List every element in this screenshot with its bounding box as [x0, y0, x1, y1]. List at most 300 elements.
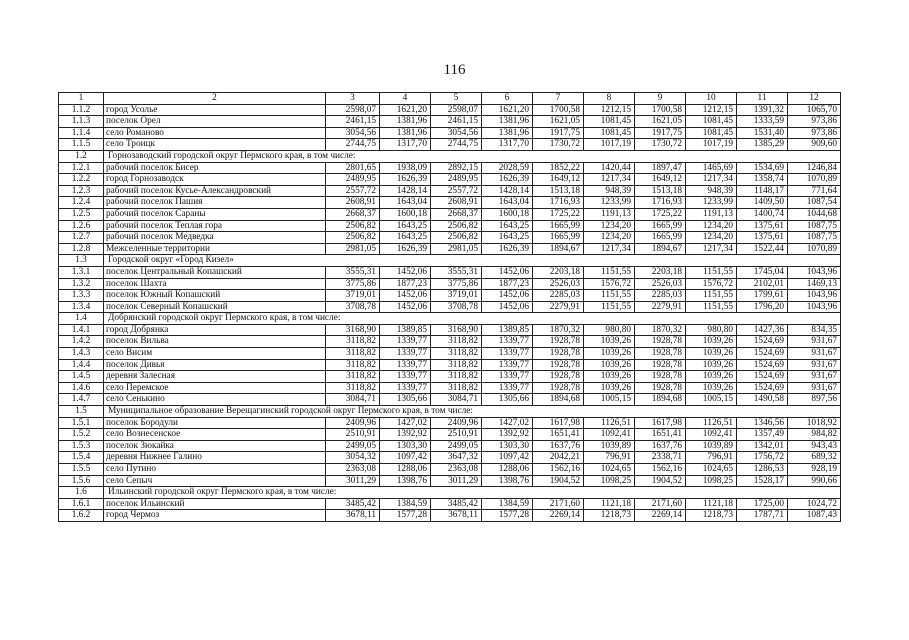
tariff-value: 1716,93: [533, 197, 584, 209]
tariff-value: 2279,91: [635, 301, 686, 313]
settlement-name: село Висим: [104, 348, 326, 360]
row-number: 1.2.1: [59, 162, 104, 174]
tariff-value: 1637,76: [635, 440, 686, 452]
row-number: 1.2.4: [59, 197, 104, 209]
tariff-value: 1039,26: [686, 336, 737, 348]
tariff-value: 2489,95: [431, 174, 482, 186]
tariff-value: 1469,13: [788, 278, 841, 290]
row-number: 1.2.6: [59, 220, 104, 232]
column-header: 8: [584, 93, 635, 105]
tariff-value: 2461,15: [326, 116, 380, 128]
section-title: Городской округ «Город Кизел»: [104, 255, 841, 267]
tariff-value: 3084,71: [431, 394, 482, 406]
tariff-value: 1339,77: [380, 371, 431, 383]
tariff-value: 2285,03: [533, 290, 584, 302]
section-number: 1.5: [59, 406, 104, 418]
table-row: [59, 394, 841, 406]
row-number: 1.2.5: [59, 208, 104, 220]
tariff-value: 2499,05: [326, 440, 380, 452]
tariff-value: 931,67: [788, 336, 841, 348]
tariff-value: 1081,45: [584, 116, 635, 128]
settlement-name: Межселенные территории: [104, 243, 326, 255]
tariff-value: 1151,55: [686, 266, 737, 278]
table-row: [59, 266, 841, 278]
settlement-name: рабочий поселок Сараны: [104, 208, 326, 220]
tariff-value: 1039,89: [686, 440, 737, 452]
tariff-value: 1043,96: [788, 266, 841, 278]
tariff-value: 2203,18: [533, 266, 584, 278]
row-number: 1.4.3: [59, 348, 104, 360]
settlement-name: село Сепыч: [104, 475, 326, 487]
tariff-value: 948,39: [584, 185, 635, 197]
tariff-value: 1389,85: [482, 324, 533, 336]
tariff-value: 1191,13: [584, 208, 635, 220]
tariff-value: 1305,66: [380, 394, 431, 406]
tariff-value: 1796,20: [737, 301, 788, 313]
tariff-value: 973,86: [788, 116, 841, 128]
tariff-value: 1725,22: [533, 208, 584, 220]
tariff-value: 1039,26: [584, 371, 635, 383]
tariff-value: 2269,14: [533, 510, 584, 522]
tariff-value: 1233,99: [584, 197, 635, 209]
settlement-name: рабочий поселок Медведка: [104, 232, 326, 244]
tariff-value: 1391,32: [737, 104, 788, 116]
tariff-value: 2981,05: [431, 243, 482, 255]
table-row: [59, 243, 841, 255]
tariff-value: 1700,58: [635, 104, 686, 116]
section-title: Добрянский городской округ Пермского края, в том числе:: [104, 313, 841, 325]
tariff-value: 3708,78: [326, 301, 380, 313]
tariff-value: 3054,56: [431, 127, 482, 139]
tariff-value: 1385,29: [737, 139, 788, 151]
tariff-value: 2042,21: [533, 452, 584, 464]
tariff-value: 1234,20: [584, 232, 635, 244]
tariff-value: 1081,45: [686, 116, 737, 128]
tariff-value: 1716,93: [635, 197, 686, 209]
tariff-value: 1452,06: [482, 266, 533, 278]
table-row: [59, 290, 841, 302]
tariff-value: 1665,99: [635, 232, 686, 244]
tariff-value: 2279,91: [533, 301, 584, 313]
table-row: [59, 116, 841, 128]
tariff-value: 1531,40: [737, 127, 788, 139]
section-title: Муниципальное образование Верещагинский городской округ Пермского края, в том числе:: [104, 406, 841, 418]
table-row: [59, 371, 841, 383]
tariff-value: 1357,49: [737, 429, 788, 441]
tariff-value: 1384,59: [482, 498, 533, 510]
tariff-value: 2461,15: [431, 116, 482, 128]
tariff-value: 1524,69: [737, 348, 788, 360]
tariff-value: 2489,95: [326, 174, 380, 186]
tariff-value: 1039,26: [584, 336, 635, 348]
tariff-value: 1024,72: [788, 498, 841, 510]
section-row: [59, 313, 841, 325]
tariff-value: 1043,96: [788, 290, 841, 302]
tariff-value: 2668,37: [326, 208, 380, 220]
section-title: Горнозаводский городской округ Пермского края, в том числе:: [104, 150, 841, 162]
settlement-name: поселок Бородули: [104, 417, 326, 429]
tariff-value: 1409,50: [737, 197, 788, 209]
tariff-value: 1375,61: [737, 220, 788, 232]
settlement-name: поселок Шахта: [104, 278, 326, 290]
section-number: 1.6: [59, 487, 104, 499]
tariff-value: 1234,20: [686, 220, 737, 232]
tariff-value: 2981,05: [326, 243, 380, 255]
tariff-value: 1024,65: [584, 464, 635, 476]
tariff-value: 948,39: [686, 185, 737, 197]
tariff-value: 3118,82: [431, 359, 482, 371]
tariff-value: 1098,25: [686, 475, 737, 487]
tariff-value: 1452,06: [482, 290, 533, 302]
tariff-value: 1234,20: [584, 220, 635, 232]
row-number: 1.3.3: [59, 290, 104, 302]
row-number: 1.6.1: [59, 498, 104, 510]
tariff-value: 1191,13: [686, 208, 737, 220]
settlement-name: город Добрянка: [104, 324, 326, 336]
settlement-name: поселок Зюкайка: [104, 440, 326, 452]
tariff-value: 1384,59: [380, 498, 431, 510]
section-number: 1.4: [59, 313, 104, 325]
table-row: [59, 301, 841, 313]
settlement-name: рабочий поселок Бисер: [104, 162, 326, 174]
settlement-name: село Романово: [104, 127, 326, 139]
tariff-value: 3168,90: [431, 324, 482, 336]
column-header: 4: [380, 93, 431, 105]
tariff-value: 1217,34: [686, 174, 737, 186]
settlement-name: деревня Залесная: [104, 371, 326, 383]
tariff-value: 1017,19: [584, 139, 635, 151]
tariff-value: 1452,06: [482, 301, 533, 313]
tariff-value: 3555,31: [326, 266, 380, 278]
row-number: 1.6.2: [59, 510, 104, 522]
tariff-value: 2269,14: [635, 510, 686, 522]
tariff-value: 3011,29: [431, 475, 482, 487]
tariff-value: 1524,69: [737, 371, 788, 383]
tariff-value: 1039,26: [584, 359, 635, 371]
section-number: 1.3: [59, 255, 104, 267]
tariff-value: 1097,42: [380, 452, 431, 464]
table-row: [59, 324, 841, 336]
tariff-value: 1092,41: [686, 429, 737, 441]
tariff-value: 2499,05: [431, 440, 482, 452]
tariff-value: 1522,44: [737, 243, 788, 255]
tariff-value: 3678,11: [326, 510, 380, 522]
tariff-value: 1039,26: [686, 359, 737, 371]
row-number: 1.1.2: [59, 104, 104, 116]
tariff-value: 1081,45: [584, 127, 635, 139]
table-header-row: [59, 93, 841, 105]
table-row: [59, 429, 841, 441]
tariff-value: 1392,92: [380, 429, 431, 441]
settlement-name: поселок Ильинский: [104, 498, 326, 510]
row-number: 1.2.2: [59, 174, 104, 186]
tariff-value: 2598,07: [326, 104, 380, 116]
tariff-value: 1305,66: [482, 394, 533, 406]
table-row: [59, 139, 841, 151]
settlement-name: рабочий поселок Теплая гора: [104, 220, 326, 232]
settlement-name: село Сенькино: [104, 394, 326, 406]
tariff-value: 1212,15: [686, 104, 737, 116]
settlement-name: поселок Центральный Копашский: [104, 266, 326, 278]
tariff-value: 1246,84: [788, 162, 841, 174]
section-title: Ильинский городской округ Пермского края, в том числе:: [104, 487, 841, 499]
tariff-value: 1643,04: [482, 197, 533, 209]
tariff-value: 1024,65: [686, 464, 737, 476]
tariff-value: 3054,32: [326, 452, 380, 464]
tariff-value: 1092,41: [584, 429, 635, 441]
settlement-name: село Перемское: [104, 382, 326, 394]
table-row: [59, 162, 841, 174]
tariff-value: 931,67: [788, 348, 841, 360]
tariff-value: 1126,51: [584, 417, 635, 429]
tariff-value: 3118,82: [431, 348, 482, 360]
tariff-value: 909,60: [788, 139, 841, 151]
tariff-value: 1151,55: [584, 301, 635, 313]
column-header: 7: [533, 93, 584, 105]
tariff-value: 1039,26: [686, 382, 737, 394]
tariff-value: 1870,32: [533, 324, 584, 336]
tariff-value: 1928,78: [533, 348, 584, 360]
settlement-name: село Троицк: [104, 139, 326, 151]
tariff-value: 1665,99: [533, 232, 584, 244]
table-row: [59, 440, 841, 452]
table-row: [59, 278, 841, 290]
tariff-value: 1513,18: [635, 185, 686, 197]
row-number: 1.2.7: [59, 232, 104, 244]
tariff-value: 943,43: [788, 440, 841, 452]
settlement-name: село Вознесенское: [104, 429, 326, 441]
tariff-value: 1600,18: [482, 208, 533, 220]
tariff-value: 1381,96: [482, 127, 533, 139]
tariff-value: 1852,22: [533, 162, 584, 174]
table-row: [59, 174, 841, 186]
tariff-value: 1651,41: [635, 429, 686, 441]
tariff-value: 1218,73: [584, 510, 635, 522]
tariff-value: 2506,82: [326, 232, 380, 244]
tariff-value: 1065,70: [788, 104, 841, 116]
column-header: 10: [686, 93, 737, 105]
tariff-value: 1894,68: [533, 394, 584, 406]
row-number: 1.3.2: [59, 278, 104, 290]
tariff-value: 3118,82: [431, 382, 482, 394]
section-row: [59, 487, 841, 499]
table-row: [59, 348, 841, 360]
tariff-value: 1427,02: [380, 417, 431, 429]
tariff-value: 1039,26: [584, 382, 635, 394]
table-row: [59, 452, 841, 464]
tariff-value: 2506,82: [431, 232, 482, 244]
tariff-value: 980,80: [584, 324, 635, 336]
table-row: [59, 104, 841, 116]
tariff-value: 2506,82: [326, 220, 380, 232]
tariff-value: 1528,17: [737, 475, 788, 487]
row-number: 1.5.2: [59, 429, 104, 441]
tariff-value: 1043,96: [788, 301, 841, 313]
tariff-value: 3678,11: [431, 510, 482, 522]
tariff-value: 1700,58: [533, 104, 584, 116]
tariff-value: 1649,12: [533, 174, 584, 186]
tariff-value: 897,56: [788, 394, 841, 406]
tariff-value: 1904,52: [635, 475, 686, 487]
tariff-value: 689,32: [788, 452, 841, 464]
tariff-value: 1428,14: [380, 185, 431, 197]
tariff-value: 1643,25: [380, 232, 431, 244]
tariff-value: 1577,28: [482, 510, 533, 522]
tariff-value: 1787,71: [737, 510, 788, 522]
settlement-name: город Чермоз: [104, 510, 326, 522]
tariff-value: 928,19: [788, 464, 841, 476]
table-body: [59, 93, 841, 522]
tariff-value: 1725,22: [635, 208, 686, 220]
tariff-value: 1381,96: [482, 116, 533, 128]
tariff-value: 1420,44: [584, 162, 635, 174]
tariff-value: 1339,77: [380, 382, 431, 394]
tariff-value: 1562,16: [635, 464, 686, 476]
tariff-value: 1212,15: [584, 104, 635, 116]
tariff-value: 1621,05: [533, 116, 584, 128]
tariff-value: 980,80: [686, 324, 737, 336]
tariff-value: 931,67: [788, 382, 841, 394]
tariff-value: 1217,34: [584, 243, 635, 255]
section-row: [59, 255, 841, 267]
tariff-value: 2409,96: [326, 417, 380, 429]
settlement-name: город Горнозаводск: [104, 174, 326, 186]
tariff-value: 1218,73: [686, 510, 737, 522]
tariff-value: 1427,02: [482, 417, 533, 429]
table-row: [59, 417, 841, 429]
tariff-value: 2744,75: [431, 139, 482, 151]
tariff-value: 2608,91: [431, 197, 482, 209]
settlement-name: село Путино: [104, 464, 326, 476]
row-number: 1.2.3: [59, 185, 104, 197]
tariff-value: 1621,20: [380, 104, 431, 116]
tariff-value: 3168,90: [326, 324, 380, 336]
tariff-value: 1452,06: [380, 266, 431, 278]
row-number: 1.5.4: [59, 452, 104, 464]
row-number: 1.4.2: [59, 336, 104, 348]
tariff-value: 3647,32: [431, 452, 482, 464]
table-row: [59, 208, 841, 220]
tariff-value: 1665,99: [635, 220, 686, 232]
tariff-value: 1465,69: [686, 162, 737, 174]
table-row: [59, 382, 841, 394]
tariff-value: 1151,55: [584, 266, 635, 278]
tariff-value: 1121,18: [686, 498, 737, 510]
settlement-name: поселок Орел: [104, 116, 326, 128]
tariff-value: 2028,59: [482, 162, 533, 174]
tariff-value: 1286,53: [737, 464, 788, 476]
tariff-value: 2526,03: [533, 278, 584, 290]
tariff-value: 1928,78: [533, 382, 584, 394]
tariff-value: 3485,42: [326, 498, 380, 510]
column-header: 6: [482, 93, 533, 105]
tariff-value: 2608,91: [326, 197, 380, 209]
tariff-value: 3011,29: [326, 475, 380, 487]
table-row: [59, 464, 841, 476]
table-row: [59, 232, 841, 244]
row-number: 1.4.5: [59, 371, 104, 383]
row-number: 1.1.3: [59, 116, 104, 128]
tariff-value: 1577,28: [380, 510, 431, 522]
tariff-value: 1928,78: [635, 359, 686, 371]
tariff-value: 3118,82: [326, 336, 380, 348]
column-header: 2: [104, 93, 326, 105]
row-number: 1.5.6: [59, 475, 104, 487]
tariff-value: 1044,68: [788, 208, 841, 220]
row-number: 1.2.8: [59, 243, 104, 255]
tariff-value: 1339,77: [380, 348, 431, 360]
tariff-value: 2506,82: [431, 220, 482, 232]
column-header: 1: [59, 93, 104, 105]
tariff-value: 1534,69: [737, 162, 788, 174]
tariff-value: 1576,72: [686, 278, 737, 290]
tariff-value: 2744,75: [326, 139, 380, 151]
tariff-value: 2171,60: [635, 498, 686, 510]
section-number: 1.2: [59, 150, 104, 162]
tariff-value: 1756,72: [737, 452, 788, 464]
tariff-value: 1389,85: [380, 324, 431, 336]
row-number: 1.4.1: [59, 324, 104, 336]
tariff-value: 1303,30: [482, 440, 533, 452]
tariff-value: 1651,41: [533, 429, 584, 441]
row-number: 1.3.1: [59, 266, 104, 278]
tariff-value: 2363,08: [431, 464, 482, 476]
tariff-value: 2892,15: [431, 162, 482, 174]
tariff-value: 1151,55: [686, 301, 737, 313]
tariff-value: 3719,01: [326, 290, 380, 302]
tariff-value: 2171,60: [533, 498, 584, 510]
tariff-value: 1339,77: [380, 359, 431, 371]
tariff-value: 1070,89: [788, 243, 841, 255]
tariff-value: 1427,36: [737, 324, 788, 336]
tariff-value: 1039,89: [584, 440, 635, 452]
tariff-value: 1148,17: [737, 185, 788, 197]
tariff-value: 1339,77: [482, 348, 533, 360]
tariff-value: 1643,25: [482, 232, 533, 244]
tariff-value: 1928,78: [635, 371, 686, 383]
tariff-value: 1039,26: [686, 371, 737, 383]
tariff-value: 3118,82: [326, 382, 380, 394]
tariff-value: 1637,76: [533, 440, 584, 452]
tariff-value: 1621,20: [482, 104, 533, 116]
settlement-name: деревня Нижнее Галино: [104, 452, 326, 464]
table-row: [59, 336, 841, 348]
settlement-name: поселок Южный Копашский: [104, 290, 326, 302]
tariff-value: 1381,96: [380, 116, 431, 128]
tariff-value: 1087,54: [788, 197, 841, 209]
settlement-name: поселок Северный Копашский: [104, 301, 326, 313]
tariff-value: 2203,18: [635, 266, 686, 278]
table-row: [59, 220, 841, 232]
tariff-table: [58, 92, 841, 522]
tariff-value: 1917,75: [635, 127, 686, 139]
tariff-value: 1877,23: [380, 278, 431, 290]
row-number: 1.1.5: [59, 139, 104, 151]
tariff-value: 1398,76: [380, 475, 431, 487]
table-row: [59, 197, 841, 209]
tariff-value: 1339,77: [482, 359, 533, 371]
tariff-value: 2668,37: [431, 208, 482, 220]
tariff-value: 1730,72: [635, 139, 686, 151]
page-number: 116: [443, 62, 466, 78]
tariff-value: 1233,99: [686, 197, 737, 209]
section-row: [59, 406, 841, 418]
settlement-name: рабочий поселок Пашия: [104, 197, 326, 209]
tariff-value: 1151,55: [584, 290, 635, 302]
tariff-value: 1339,77: [482, 336, 533, 348]
tariff-value: 984,82: [788, 429, 841, 441]
tariff-value: 1381,96: [380, 127, 431, 139]
